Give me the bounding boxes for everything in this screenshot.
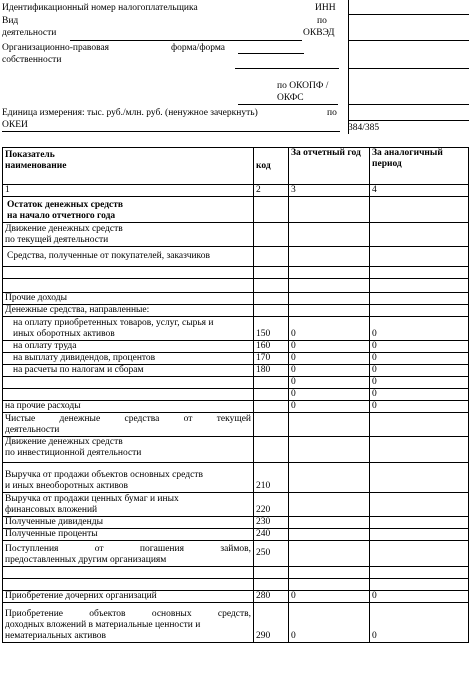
row-fixed-asset-purchases-prior: 0 xyxy=(370,603,469,643)
okfs-underline xyxy=(238,104,338,105)
org-form-label-2: форма/форма xyxy=(171,43,225,53)
okopf-label: по ОКОПФ / xyxy=(277,81,329,91)
table-row xyxy=(3,365,469,377)
row-interest-received-code: 240 xyxy=(254,529,289,541)
org-form-underline-1 xyxy=(238,53,304,54)
row-blank2-current: 0 xyxy=(289,389,370,401)
table-row xyxy=(3,279,469,293)
table-row xyxy=(3,603,469,643)
col-code-spacer xyxy=(254,148,289,161)
row-wages-prior: 0 xyxy=(370,341,469,353)
row-securities-sales-code: 220 xyxy=(254,493,289,517)
codes-box-line-3 xyxy=(348,68,469,69)
col-num-4: 4 xyxy=(370,185,469,197)
table-row xyxy=(3,579,469,591)
row-securities-sales: Выручка от продажи ценных бумаг и иных xyxy=(5,494,179,504)
table-row xyxy=(3,517,469,529)
table-row xyxy=(3,267,469,279)
row-other-expenses-current: 0 xyxy=(289,401,370,413)
table-row xyxy=(3,293,469,305)
cash-flow-table xyxy=(2,147,469,643)
okei-label: ОКЕИ xyxy=(2,120,28,130)
row-customer-receipts: Средства, полученные от покупателей, заказчиков xyxy=(3,247,254,267)
table-row xyxy=(3,223,469,247)
row-dividends-received-code: 230 xyxy=(254,517,289,529)
table-row xyxy=(3,541,469,567)
row-subsidiaries-code: 280 xyxy=(254,591,289,603)
table-row xyxy=(3,353,469,365)
table-row xyxy=(3,377,469,389)
row-investing-heading: Движение денежных средств xyxy=(5,437,123,447)
row-subsidiaries: Приобретение дочерних организаций xyxy=(3,591,254,603)
row-opening-balance: Остаток денежных средств xyxy=(7,200,124,210)
col-prior-header: За аналогичный период xyxy=(370,148,469,185)
codes-box-line-5 xyxy=(348,120,469,121)
table-row xyxy=(3,305,469,317)
row-loan-repayments-code: 250 xyxy=(254,541,289,567)
codes-box-line-2 xyxy=(348,40,469,41)
okfs-label: ОКФС xyxy=(277,93,304,103)
row-taxes-code: 180 xyxy=(254,365,289,377)
row-loan-repayments: Поступления от погашения займов, xyxy=(5,544,251,554)
table-row xyxy=(3,341,469,353)
row-fixed-asset-purchases-code: 290 xyxy=(254,603,289,643)
row-blank-prior: 0 xyxy=(370,377,469,389)
row-other-expenses: на прочие расходы xyxy=(3,401,254,413)
row-fixed-asset-purchases-2: доходных вложений в материальные ценности и xyxy=(5,620,201,630)
org-form-underline-2 xyxy=(235,68,339,69)
row-dividends-paid-code: 170 xyxy=(254,353,289,365)
table-row xyxy=(3,567,469,579)
row-dividends-received: Полученные дивиденды xyxy=(3,517,254,529)
activity-underline xyxy=(70,40,302,41)
row-dividends-paid: на выплату дивидендов, процентов xyxy=(3,353,254,365)
po-label-2: по xyxy=(327,108,337,118)
table-row xyxy=(3,463,469,493)
row-net-operating: Чистые денежные средства от текущей xyxy=(5,414,251,424)
row-blank2-prior: 0 xyxy=(370,389,469,401)
row-loan-repayments-2: предоставленных другим организациям xyxy=(5,555,167,565)
row-funds-directed: Денежные средства, направленные: xyxy=(3,305,254,317)
row-purchases-current: 0 xyxy=(289,317,370,341)
row-other-expenses-prior: 0 xyxy=(370,401,469,413)
col-num-3: 3 xyxy=(289,185,370,197)
row-opening-balance-2: на начало отчетного года xyxy=(7,211,116,221)
row-wages-current: 0 xyxy=(289,341,370,353)
activity-label-2: деятельности xyxy=(2,28,57,38)
row-operating-heading-2: по текущей деятельности xyxy=(5,235,109,245)
row-fixed-asset-sales-code: 210 xyxy=(254,463,289,493)
col-code-header: код xyxy=(254,161,289,185)
row-investing-heading-2: по инвестиционной деятельности xyxy=(5,448,142,458)
table-row xyxy=(3,413,469,437)
row-securities-sales-2: финансовых вложений xyxy=(5,505,98,515)
inn-code-label: ИНН xyxy=(315,3,336,13)
row-purchases-2: иных оборотных активов xyxy=(13,329,115,339)
codes-box-line-4 xyxy=(348,104,469,105)
po-label: по xyxy=(317,16,327,26)
table-row xyxy=(3,493,469,517)
table-row xyxy=(3,591,469,603)
row-wages: на оплату труда xyxy=(3,341,254,353)
row-dividends-paid-current: 0 xyxy=(289,353,370,365)
table-row xyxy=(3,247,469,267)
row-fixed-asset-sales: Выручка от продажи объектов основных средств xyxy=(5,470,203,480)
table-row xyxy=(3,389,469,401)
row-purchases-prior: 0 xyxy=(370,317,469,341)
row-net-operating-2: деятельности xyxy=(5,425,60,435)
col-num-2: 2 xyxy=(254,185,289,197)
row-subsidiaries-current: 0 xyxy=(289,591,370,603)
row-dividends-paid-prior: 0 xyxy=(370,353,469,365)
table-row xyxy=(3,529,469,541)
row-interest-received: Полученные проценты xyxy=(3,529,254,541)
table-num-row xyxy=(3,185,469,197)
inn-label: Идентификационный номер налогоплательщика xyxy=(2,3,198,13)
row-subsidiaries-prior: 0 xyxy=(370,591,469,603)
table-row xyxy=(3,437,469,463)
row-purchases-code: 150 xyxy=(254,317,289,341)
org-form-label: Организационно-правовая xyxy=(2,43,110,53)
table-row xyxy=(3,317,469,341)
unit-underline xyxy=(2,131,340,132)
row-taxes-current: 0 xyxy=(289,365,370,377)
row-blank-current: 0 xyxy=(289,377,370,389)
table-header-row xyxy=(3,148,469,161)
row-operating-heading: Движение денежных средств xyxy=(5,224,123,234)
row-taxes-prior: 0 xyxy=(370,365,469,377)
row-fixed-asset-sales-2: и иных внеоборотных активов xyxy=(5,481,128,491)
codes-box-left xyxy=(348,0,349,134)
table-row xyxy=(3,197,469,223)
col-name-header: наименование xyxy=(3,161,254,185)
col-num-1: 1 xyxy=(3,185,254,197)
row-fixed-asset-purchases: Приобретение объектов основных средств, xyxy=(5,609,251,619)
table-row xyxy=(3,401,469,413)
col-indicator-header: Показатель xyxy=(3,148,254,161)
row-taxes: на расчеты по налогам и сборам xyxy=(3,365,254,377)
row-wages-code: 160 xyxy=(254,341,289,353)
row-fixed-asset-purchases-current: 0 xyxy=(289,603,370,643)
org-form-label-3: собственности xyxy=(2,55,62,65)
unit-label: Единица измерения: тыс. руб./млн. руб. (ненужное зачеркнуть) xyxy=(2,108,258,118)
col-current-header: За отчетный год xyxy=(289,148,370,185)
row-fixed-asset-purchases-3: нематериальных активов xyxy=(5,631,106,641)
okved-label: ОКВЭД xyxy=(303,28,335,38)
row-purchases: на оплату приобретенных товаров, услуг, сырья и xyxy=(13,318,214,328)
row-other-income: Прочие доходы xyxy=(3,293,254,305)
activity-label: Вид xyxy=(2,16,19,26)
codes-box-line-1 xyxy=(348,14,469,15)
okei-code: 384/385 xyxy=(348,123,380,133)
